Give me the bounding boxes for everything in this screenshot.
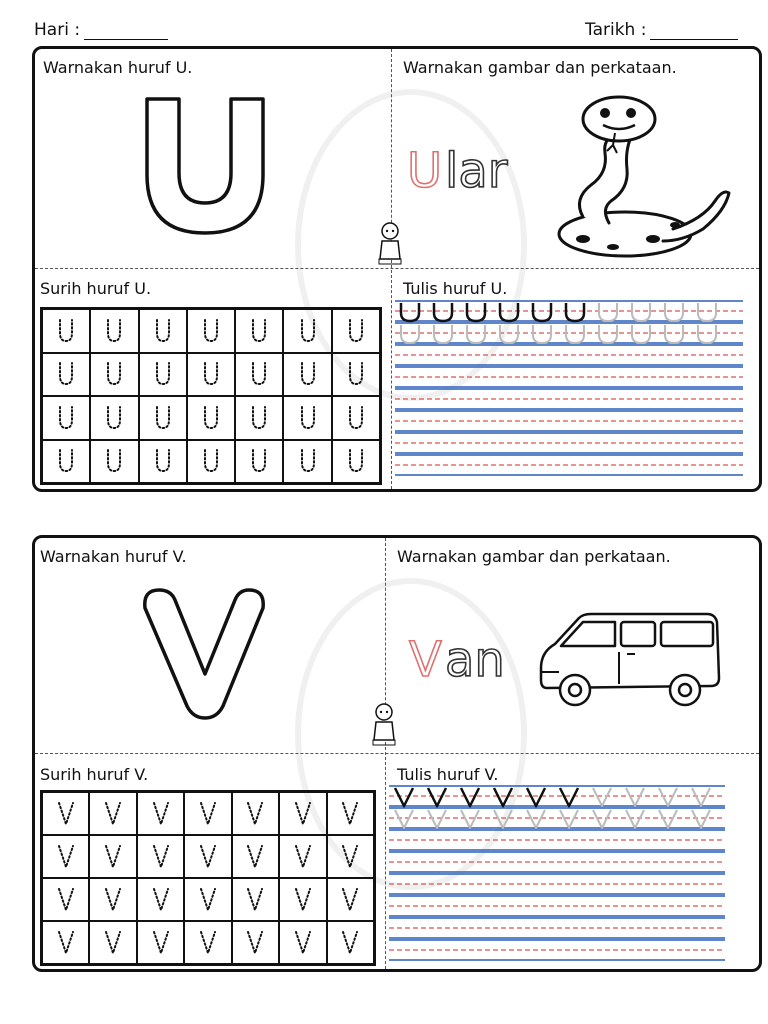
sample-letter: [698, 325, 716, 343]
sample-letter: [566, 325, 584, 343]
trace-cell[interactable]: [187, 309, 235, 353]
sample-letter: [467, 325, 485, 343]
trace-cell[interactable]: [42, 792, 89, 835]
trace-cell[interactable]: [139, 353, 187, 397]
trace-cell[interactable]: [232, 835, 279, 878]
sample-letter: [461, 788, 479, 806]
trace-cell[interactable]: [279, 835, 326, 878]
vertical-divider: [391, 49, 392, 489]
trace-cell[interactable]: [139, 440, 187, 484]
trace-cell[interactable]: [232, 878, 279, 921]
trace-cell[interactable]: [42, 396, 90, 440]
sample-letter: [632, 303, 650, 321]
sample-letter: [566, 303, 584, 321]
sample-letter: [560, 788, 578, 806]
sample-letter: [401, 303, 419, 321]
trace-cell[interactable]: [89, 792, 136, 835]
snake-illustration[interactable]: [553, 89, 733, 261]
sample-letter: [665, 303, 683, 321]
sample-letter: [659, 810, 677, 828]
day-blank[interactable]: [84, 25, 168, 40]
sample-letter: [599, 325, 617, 343]
sample-letter: [461, 810, 479, 828]
trace-cell[interactable]: [184, 878, 231, 921]
trace-cell[interactable]: [283, 353, 331, 397]
trace-cell[interactable]: [90, 353, 138, 397]
sample-letter: [428, 788, 446, 806]
trace-cell[interactable]: [283, 309, 331, 353]
trace-cell[interactable]: [279, 921, 326, 964]
date-label: Tarikh :: [585, 20, 647, 40]
date-blank[interactable]: [650, 25, 738, 40]
word-rest: lar: [445, 143, 508, 199]
trace-cell[interactable]: [332, 309, 380, 353]
color-picture-title: Warnakan gambar dan perkataan.: [403, 58, 677, 77]
writing-lines-v[interactable]: [389, 786, 725, 970]
trace-cell[interactable]: [42, 353, 90, 397]
trace-cell[interactable]: [90, 309, 138, 353]
trace-cell[interactable]: [90, 440, 138, 484]
trace-cell[interactable]: [139, 396, 187, 440]
trace-cell[interactable]: [279, 878, 326, 921]
word-van[interactable]: [407, 630, 527, 690]
trace-cell[interactable]: [187, 396, 235, 440]
trace-cell[interactable]: [42, 878, 89, 921]
trace-cell[interactable]: [89, 878, 136, 921]
trace-cell[interactable]: [332, 396, 380, 440]
sample-letter: [599, 303, 617, 321]
worksheet-panel-v: [32, 535, 762, 972]
trace-cell[interactable]: [327, 792, 374, 835]
sample-letter: [593, 810, 611, 828]
sample-letter: [500, 325, 518, 343]
word-rest: an: [445, 632, 505, 688]
sample-letter: [593, 788, 611, 806]
trace-cell[interactable]: [187, 353, 235, 397]
trace-grid-v: [40, 790, 376, 966]
trace-cell[interactable]: [137, 921, 184, 964]
trace-cell[interactable]: [232, 921, 279, 964]
trace-grid-u: [40, 307, 382, 485]
trace-cell[interactable]: [235, 309, 283, 353]
sample-letter: [395, 810, 413, 828]
date-field: [585, 20, 738, 40]
trace-cell[interactable]: [184, 835, 231, 878]
writing-lines-u[interactable]: [395, 301, 743, 487]
sample-letter: [494, 810, 512, 828]
trace-cell[interactable]: [279, 792, 326, 835]
word-first-letter: V: [409, 632, 442, 688]
trace-cell[interactable]: [332, 353, 380, 397]
sample-letter: [395, 788, 413, 806]
sample-letter: [401, 325, 419, 343]
trace-cell[interactable]: [42, 309, 90, 353]
word-first-letter: U: [407, 143, 443, 199]
trace-cell[interactable]: [232, 792, 279, 835]
horizontal-divider: [35, 753, 759, 754]
trace-cell[interactable]: [137, 792, 184, 835]
big-letter-u-outline[interactable]: [135, 91, 275, 241]
trace-cell[interactable]: [184, 921, 231, 964]
big-letter-v-outline[interactable]: [139, 582, 269, 722]
sample-letter: [527, 810, 545, 828]
trace-cell[interactable]: [327, 878, 374, 921]
trace-cell[interactable]: [139, 309, 187, 353]
trace-cell[interactable]: [332, 440, 380, 484]
trace-cell[interactable]: [89, 835, 136, 878]
day-field: [34, 20, 168, 40]
trace-cell[interactable]: [235, 353, 283, 397]
sample-letter: [533, 303, 551, 321]
mascot-icon: [371, 702, 397, 746]
write-title: Tulis huruf U.: [403, 279, 508, 298]
sample-letter: [626, 810, 644, 828]
sample-letter: [560, 810, 578, 828]
sample-letter: [527, 788, 545, 806]
sample-letter: [698, 303, 716, 321]
trace-cell[interactable]: [90, 396, 138, 440]
trace-title: Surih huruf V.: [40, 765, 149, 784]
van-illustration[interactable]: [535, 608, 725, 718]
trace-cell[interactable]: [327, 835, 374, 878]
trace-cell[interactable]: [184, 792, 231, 835]
trace-cell[interactable]: [187, 440, 235, 484]
color-letter-title: Warnakan huruf U.: [43, 58, 193, 77]
trace-cell[interactable]: [42, 835, 89, 878]
write-title: Tulis huruf V.: [397, 765, 499, 784]
mascot-icon: [377, 221, 403, 265]
trace-cell[interactable]: [283, 440, 331, 484]
sample-letter: [467, 303, 485, 321]
trace-cell[interactable]: [42, 921, 89, 964]
trace-cell[interactable]: [42, 440, 90, 484]
sample-letter: [533, 325, 551, 343]
word-ular[interactable]: [405, 141, 525, 201]
sample-letter: [434, 303, 452, 321]
trace-title: Surih huruf U.: [40, 279, 152, 298]
sample-letter: [434, 325, 452, 343]
sample-letter: [428, 810, 446, 828]
sample-letter: [494, 788, 512, 806]
trace-cell[interactable]: [235, 396, 283, 440]
worksheet-panel-u: [32, 46, 762, 492]
trace-cell[interactable]: [137, 878, 184, 921]
sample-letter: [632, 325, 650, 343]
color-picture-title: Warnakan gambar dan perkataan.: [397, 547, 671, 566]
trace-cell[interactable]: [137, 835, 184, 878]
day-label: Hari :: [34, 20, 81, 40]
trace-cell[interactable]: [283, 396, 331, 440]
color-letter-title: Warnakan huruf V.: [40, 547, 187, 566]
horizontal-divider: [35, 268, 759, 269]
sample-letter: [626, 788, 644, 806]
trace-cell[interactable]: [89, 921, 136, 964]
sample-letter: [692, 788, 710, 806]
trace-cell[interactable]: [327, 921, 374, 964]
sample-letter: [692, 810, 710, 828]
sample-letter: [659, 788, 677, 806]
trace-cell[interactable]: [235, 440, 283, 484]
sample-letter: [500, 303, 518, 321]
sample-letter: [665, 325, 683, 343]
